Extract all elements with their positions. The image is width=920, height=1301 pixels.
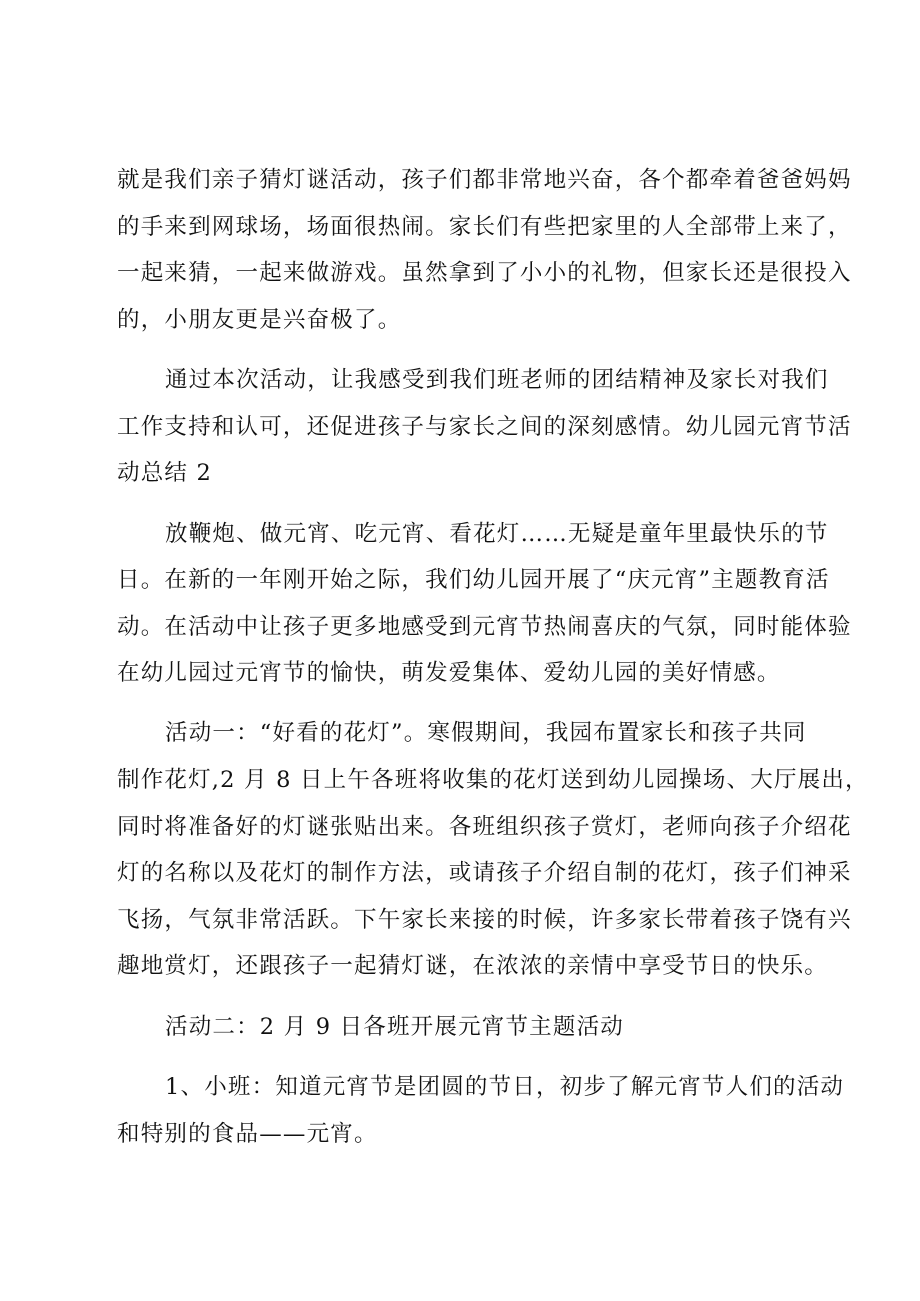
text-line: 在幼儿园过元宵节的愉快，萌发爱集体、爱幼儿园的美好情感。 xyxy=(117,660,781,686)
text-line: 飞扬，气氛非常活跃。下午家长来接的时候，许多家长带着孩子饶有兴 xyxy=(117,907,852,933)
text-line: 动总结 2 xyxy=(117,460,212,486)
text-line: 日。在新的一年刚开始之际，我们幼儿园开展了“庆元宵”主题教育活 xyxy=(117,567,830,593)
text-line: 放鞭炮、做元宵、吃元宵、看花灯……无疑是童年里最快乐的节 xyxy=(165,521,829,547)
text-line: 就是我们亲子猜灯谜活动，孩子们都非常地兴奋，各个都牵着爸爸妈妈 xyxy=(117,167,852,193)
text-line: 活动一：“好看的花灯”。寒假期间，我园布置家长和孩子共同 xyxy=(165,720,807,746)
text-line: 活动二：2 月 9 日各班开展元宵节主题活动 xyxy=(165,1014,624,1040)
text-line: 制作花灯,2 月 8 日上午各班将收集的花灯送到幼儿园操场、大厅展出， xyxy=(117,767,869,793)
text-line: 通过本次活动，让我感受到我们班老师的团结精神及家长对我们 xyxy=(165,367,829,393)
text-line: 1、小班：知道元宵节是团圆的节日，初步了解元宵节人们的活动 xyxy=(165,1074,845,1100)
text-line: 同时将准备好的灯谜张贴出来。各班组织孩子赏灯，老师向孩子介绍花 xyxy=(117,814,852,840)
text-line: 工作支持和认可，还促进孩子与家长之间的深刻感情。幼儿园元宵节活 xyxy=(117,414,852,440)
text-line: 灯的名称以及花灯的制作方法，或请孩子介绍自制的花灯，孩子们神采 xyxy=(117,860,852,886)
text-line: 趣地赏灯，还跟孩子一起猜灯谜，在浓浓的亲情中享受节日的快乐。 xyxy=(117,953,829,979)
text-line: 的，小朋友更是兴奋极了。 xyxy=(117,307,402,333)
text-line: 一起来猜，一起来做游戏。虽然拿到了小小的礼物，但家长还是很投入 xyxy=(117,260,852,286)
text-line: 的手来到网球场，场面很热闹。家长们有些把家里的人全部带上来了， xyxy=(117,214,852,240)
text-line: 和特别的食品——元宵。 xyxy=(117,1121,378,1147)
text-line: 动。在活动中让孩子更多地感受到元宵节热闹喜庆的气氛，同时能体验 xyxy=(117,614,852,640)
